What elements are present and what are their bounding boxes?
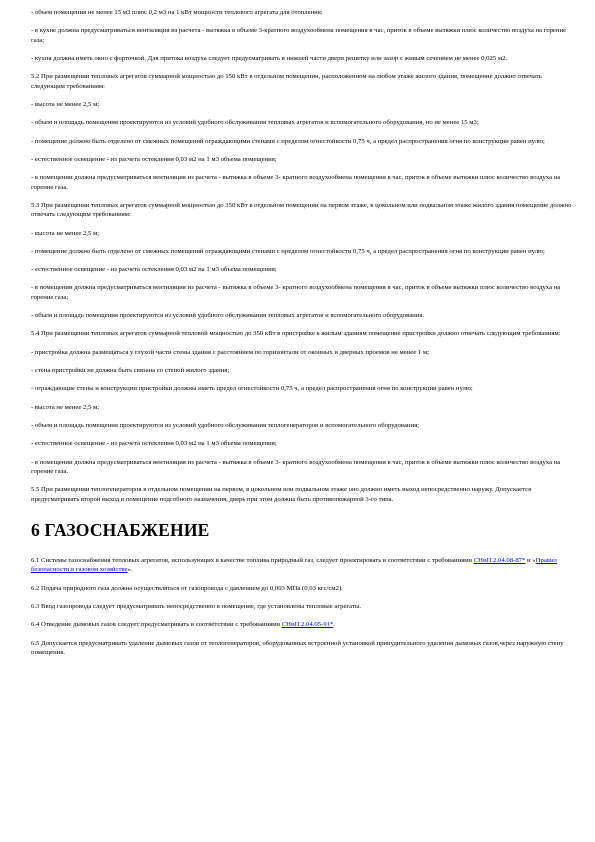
paragraph: - в помещении должна предусматриваться вентиляция из расчета - вытяжка в объеме 3- кратного воздухообмена помещения в час, приток в объеме вытяжки плюс количество воздуха на горение газа; (31, 284, 561, 301)
paragraph: - естественное освещение - из расчета остекления 0,03 м2 на 1 м3 объема помещения; (31, 266, 277, 274)
paragraph: - естественное освещение - из расчета остекления 0,03 м2 на 1 м3 объема помещения; (31, 440, 277, 448)
paragraph: - естественное освещение - из расчета остекления 0,03 м2 на 1 м3 объема помещения; (31, 155, 277, 163)
paragraph-6-4 (31, 620, 575, 629)
paragraph: - ограждающие стены и конструкции пристройки должны иметь предел огнестойкости 0,75 ч, а предел распространения огня по конструкции равен нулю; (31, 385, 473, 393)
paragraph: 5.4 При размещении тепловых агрегатов суммарной тепловой мощностью до 350 кВт в пристройке к жилым зданиям помещение пристройки должно отвечать следующим требованиям: (31, 330, 561, 338)
paragraph: - в помещении должна предусматриваться вентиляция из расчета - вытяжка в объеме 3- кратного воздухообмена помещения в час, приток в объеме вытяжки плюс количество воздуха на горение газа. (31, 458, 561, 475)
paragraph: 5.2 При размещении тепловых агрегатов суммарной мощностью до 150 кВт в отдельном помещении, расположенном на любом этаже жилого здания, помещение должно отвечать следующим требованиям: (31, 73, 542, 90)
snip-2-04-08-87-link[interactable]: СНиП 2.04.08-87* (473, 557, 526, 565)
paragraph-text: и « (525, 557, 536, 565)
paragraph-6-5: 6.5 Допускается предусматривать удаление дымовых газов от теплогенераторов, оборудованных встроенной установкой принудительного удаления дымовых газов,через наружную стену помещения. (31, 639, 564, 657)
paragraph-text: . (333, 621, 336, 629)
paragraph-6-2: 6.2 Подача природного газа должна осуществляться от газопровода с давлением до 0,003 МПа (0,03 кгс/см2). (31, 584, 343, 592)
section-heading: 6 ГАЗОСНАБЖЕНИЕ (31, 520, 210, 541)
paragraph-text: ». (127, 566, 133, 574)
paragraph: - стена пристройки не должна быть связана со стеной жилого здания; (31, 367, 230, 375)
snip-2-04-05-91-link[interactable]: СНиП 2.04.05-91* (281, 621, 334, 629)
paragraph: - объем и площадь помещения проектируются из условий удобного обслуживания тепловых агрегатов и вспомогательного оборудования, но не менее 15 м3; (31, 119, 479, 127)
paragraph: - объем помещения не менее 15 м3 плюс 0,2 м3 на 1 кВт мощности теплового агрегата для отопления; (31, 9, 323, 16)
paragraph-text: 6.1 Системы газоснабжения тепловых агрегатов, использующих в качестве топлива природный газ, следует проектировать в соответствии с требованиями (31, 557, 474, 565)
paragraph: - в помещении должна предусматриваться вентиляция из расчета - вытяжка в объеме 3- кратного воздухообмена помещения в час, приток в объеме вытяжки плюс количество воздуха на горение газа. (31, 174, 561, 191)
paragraph: - высота не менее 2,5 м; (31, 229, 100, 237)
gas-safety-rules-link[interactable]: Правил безопасности в газовом хозяйстве (31, 557, 557, 574)
paragraph-6-3: 6.3 Ввод газопровода следует предусматривать непосредственно в помещение, где установлены тепловые агрегаты. (31, 603, 362, 611)
paragraph: - объем и площадь помещения проектируются из условий удобного обслуживания тепловых агрегатов и вспомогательного оборудования. (31, 312, 425, 320)
paragraph: - кухня должна иметь окно с форточкой. Для притока воздуха следует предусматривать в нижней части двери решетку или зазор с живым сечением не менее 0,025 м2. (31, 55, 508, 62)
paragraph: - помещение должно быть отделено от смежных помещений ограждающими стенами с пределом огнестойкости 0,75 ч, а предел распространения огня по конструкции равен нулю; (31, 137, 545, 145)
paragraph: 5.5 При размещении теплогенераторов в отдельном помещении на первом, в цокольном или подвальном этаже оно должно иметь выход непосредственно наружу. Допускается предусматривать второй выход в помещение подсобного назначения, дверь при этом должна быть противопожарной 3-го типа. (31, 486, 532, 503)
paragraph-text: 6.4 Отведение дымовых газов следует предусматривать в соответствии с требованиями (31, 621, 282, 629)
paragraph: - высота не менее 2,5 м; (31, 403, 100, 411)
paragraph: - пристройка должна размещаться у глухой части стены здания с расстоянием по горизонтали от оконных и дверных проемов не менее 1 м; (31, 348, 429, 356)
paragraph: 5.3 При размещении тепловых агрегатов суммарной мощностью до 350 кВт в отдельном помещении на первом этаже, в цокольном или подвальном этаже жилого здания помещение должно отвечать следующим требованиям: (31, 201, 572, 219)
paragraph: - в кухне должна предусматриваться вентиляция из расчета - вытяжка в объеме 3-кратного воздухообмена помещения в час, приток в объеме вытяжки плюс количество воздуха на горение газа; (31, 27, 567, 44)
paragraph: - помещение должно быть отделено от смежных помещений ограждающими стенами с пределом огнестойкости 0,75 ч, а предел распространения огня по конструкции равен нулю; (31, 247, 545, 255)
paragraph-6-1 (31, 556, 575, 575)
paragraph: - высота не менее 2,5 м; (31, 101, 100, 108)
paragraph: - объем и площадь помещения проектируются из условий удобного обслуживания теплогенераторов и вспомогательного оборудования; (31, 421, 420, 429)
